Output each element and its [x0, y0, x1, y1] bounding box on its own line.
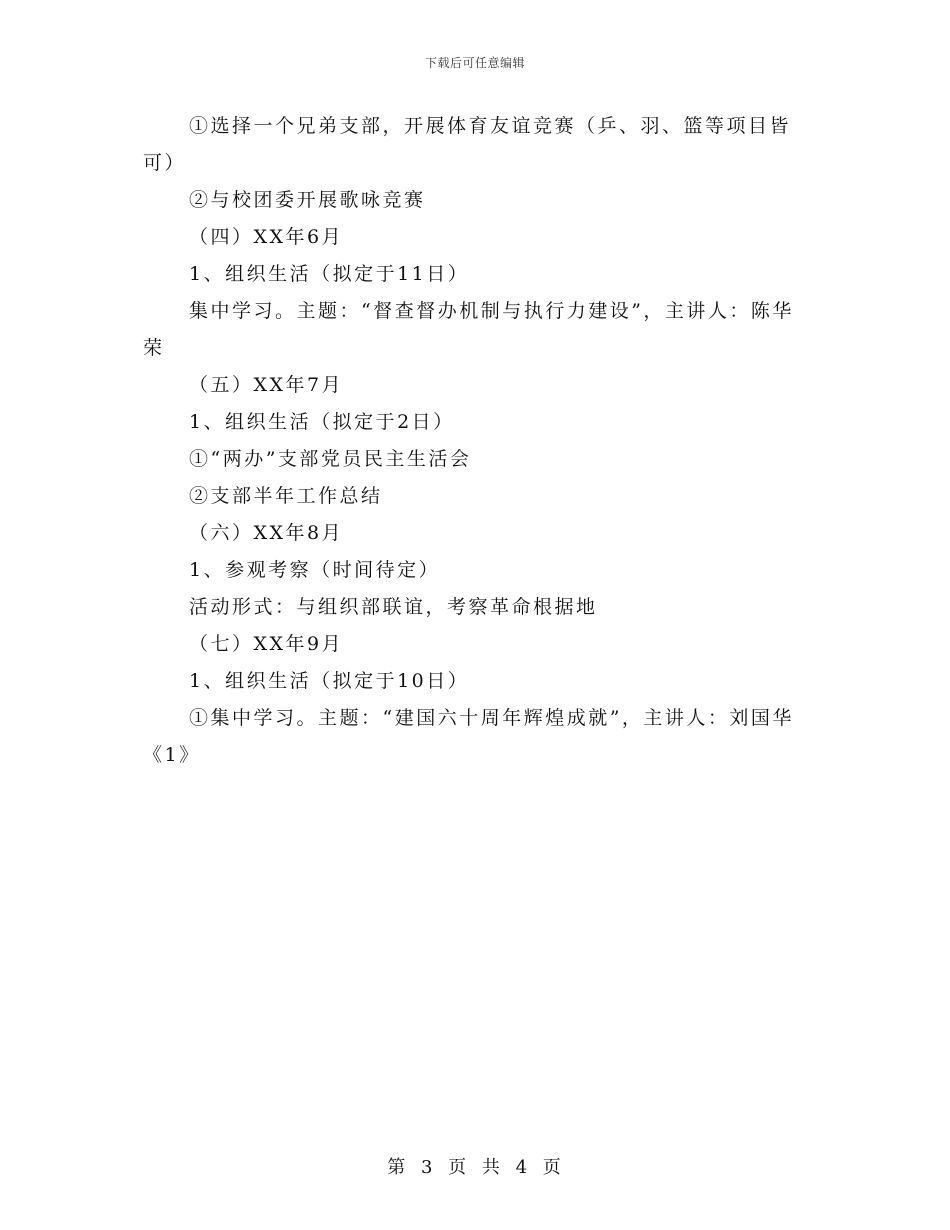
paragraph: 1、组织生活（拟定于10日）	[189, 670, 470, 692]
section-heading: （五）XX年7月	[189, 374, 344, 396]
paragraph: ①选择一个兄弟支部，开展体育友谊竞赛（乒、羽、篮等项目皆可）	[143, 115, 792, 174]
paragraph: ②支部半年工作总结	[189, 485, 383, 507]
paragraph: ②与校团委开展歌咏竞赛	[189, 189, 426, 211]
paragraph: ①集中学习。主题：“建国六十周年辉煌成就”，主讲人：刘国华 《1》	[143, 707, 794, 766]
paragraph: 1、参观考察（时间待定）	[189, 559, 441, 581]
section-heading: （六）XX年8月	[189, 522, 344, 544]
paragraph: 活动形式：与组织部联谊，考察革命根据地	[189, 596, 598, 618]
paragraph: ①“两办”支部党员民主生活会	[189, 448, 472, 470]
section-heading: （四）XX年6月	[189, 226, 344, 248]
page-header: 下载后可任意编辑	[424, 56, 525, 70]
paragraph: 集中学习。主题：“督查督办机制与执行力建设”，主讲人：陈华荣	[143, 300, 794, 359]
page-number-footer: 第 3 页 共 4 页	[387, 1157, 563, 1178]
paragraph: 1、组织生活（拟定于11日）	[189, 263, 470, 285]
paragraph: 1、组织生活（拟定于2日）	[189, 411, 455, 433]
document-body	[143, 108, 808, 774]
section-heading: （七）XX年9月	[189, 633, 344, 655]
